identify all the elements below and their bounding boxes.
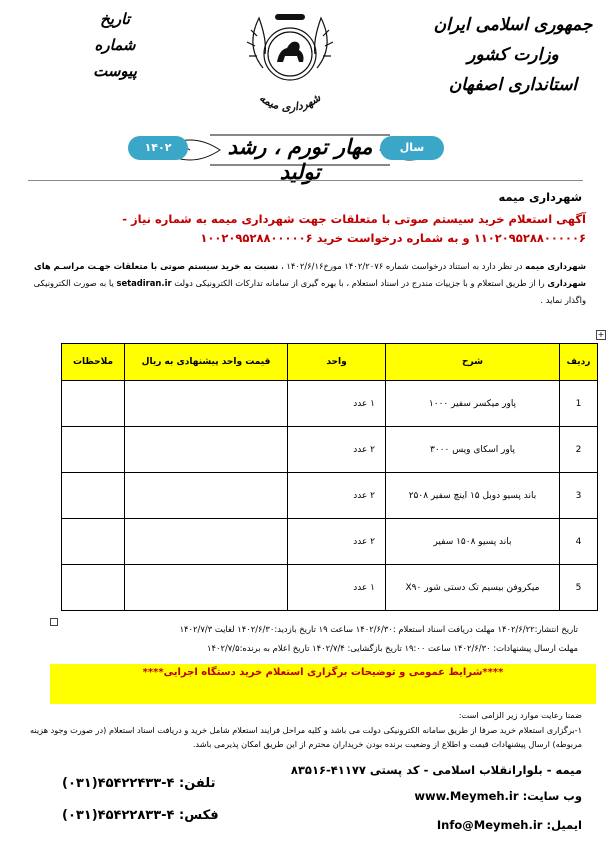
table-move-handle[interactable]: + bbox=[597, 330, 605, 339]
fax-row bbox=[62, 808, 219, 823]
row-number: 2 bbox=[560, 427, 598, 473]
row-notes-cell[interactable] bbox=[62, 565, 125, 611]
dates-line-1: تاریخ انتشار:۱۴۰۲/۶/۲۲ مهلت دریافت اسناد استعلام :۱۴۰۲/۶/۳۰ ساعت ۱۹ تاریخ بازدید:۱۴۰۲/۶/۳۰ لغایت ۱۴۰۲/۷/۳ bbox=[179, 624, 578, 634]
row-number: 4 bbox=[560, 519, 598, 565]
fax-number: (۰۳۱)۴۵۴۲۲۸۳۳-۴ bbox=[62, 808, 175, 823]
body-purchase: نسبت به خرید سیستم صوتی با متعلقات جهـت مراسـم های شهرداری bbox=[34, 261, 586, 288]
address: میمه - بلوارانقلاب اسلامی - کد پستی ۴۱۱۷۷-۸۳۵۱۶ bbox=[290, 763, 582, 777]
row-description: پاور میکسر سفیر ۱۰۰۰ bbox=[386, 381, 560, 427]
fax-label: فکس: bbox=[179, 808, 219, 823]
motto: مهار تورم ، رشد تولید bbox=[227, 134, 373, 184]
announcement-body bbox=[22, 258, 586, 309]
body-part-1: در نظر دارد به استناد درخواست شماره ۱۴۰۲/۲۰۷۶ مورخ۱۴۰۲/۶/۱۶ ، bbox=[278, 261, 526, 271]
number-label: شماره bbox=[94, 36, 136, 54]
website-row bbox=[414, 789, 582, 803]
attachment-label: پیوست bbox=[93, 62, 137, 80]
table-row bbox=[62, 565, 598, 611]
body-part-2: را از طریق استعلام و با جزییات مندرج در اسناد استعلام ، با بهره گیری از سامانه تدارکات الکترونیکی دولت bbox=[171, 278, 548, 288]
row-description: میکروفن بیسیم تک دستی شور X۹۰ bbox=[386, 565, 560, 611]
table-row bbox=[62, 427, 598, 473]
logo-text: شهرداری میمه bbox=[256, 91, 324, 114]
notes-item-1: ۱-برگزاری استعلام خرید صرفا از طریق سامانه الکترونیکی دولت می باشد و کلیه مراحل فرایند استعلام شامل خرید و دریافت اسناد استعلام (در صورت وجود هزینه مربوطه) ارسال پیشنهادات قیمت و اطلاع از وضعیت برنده بودن خریداران محترم از این طریق امکان پذیرمی باشد. bbox=[30, 724, 582, 749]
row-price-cell[interactable] bbox=[125, 565, 288, 611]
announcement-title: آگهی استعلام خرید سیستم صوتی با متعلقات جهت شهرداری میمه به شماره نیاز - ۱۱۰۲۰۹۵۲۸۸۰۰۰۰۰۶ و به شماره درخواست خرید ۱۰۰۲۰۹۵۲۸۸۰۰۰۰۰۶ bbox=[122, 212, 586, 245]
row-unit: ۱ عدد bbox=[288, 565, 386, 611]
col-description: شرح bbox=[386, 344, 560, 381]
header-province: استانداری اصفهان bbox=[448, 75, 578, 95]
row-notes-cell[interactable] bbox=[62, 473, 125, 519]
table-row bbox=[62, 381, 598, 427]
row-description: باند پسیو ۱۵۰۸ سفیر bbox=[386, 519, 560, 565]
table-header-row bbox=[62, 344, 598, 381]
header-ministry: وزارت کشور bbox=[467, 45, 559, 65]
row-unit: ۲ عدد bbox=[288, 519, 386, 565]
col-row-no: ردیف bbox=[560, 344, 598, 381]
row-price-cell[interactable] bbox=[125, 519, 288, 565]
notes-block bbox=[12, 708, 582, 752]
table-row bbox=[62, 473, 598, 519]
svg-text:شهرداری میمه bbox=[257, 91, 324, 114]
header-meta-labels bbox=[70, 6, 160, 84]
year-label: سال bbox=[399, 141, 425, 154]
header-separator bbox=[28, 180, 583, 181]
notes-intro: ضمنا رعایت موارد زیر الزامی است: bbox=[458, 710, 582, 720]
phone-row bbox=[62, 776, 215, 791]
row-number: 3 bbox=[560, 473, 598, 519]
email-row bbox=[437, 818, 582, 832]
year-label-pill bbox=[380, 136, 444, 160]
row-price-cell[interactable] bbox=[125, 473, 288, 519]
row-price-cell[interactable] bbox=[125, 381, 288, 427]
website-link[interactable]: www.Meymeh.ir bbox=[414, 789, 519, 803]
row-price-cell[interactable] bbox=[125, 427, 288, 473]
year-value: ۱۴۰۲ bbox=[144, 141, 172, 154]
dates-line-2: مهلت ارسال پیشنهادات: ۱۴۰۲/۶/۳۰ ساعت ۱۹:۰۰ تاریخ بازگشایی: ۱۴۰۲/۷/۴ تاریخ اعلام به برنده:۱۴۰۲/۷/۵ bbox=[206, 643, 578, 653]
municipality-heading: شهرداری میمه bbox=[498, 190, 582, 204]
phone-label: تلفن: bbox=[179, 776, 216, 791]
setadiran-link: setadiran.ir bbox=[116, 278, 172, 288]
row-unit: ۲ عدد bbox=[288, 473, 386, 519]
col-unit: واحد bbox=[288, 344, 386, 381]
header-country: جمهوری اسلامی ایران bbox=[433, 15, 593, 35]
row-number: 1 bbox=[560, 381, 598, 427]
conditions-title: ****شرایط عمومی و توضیحات برگزاری استعلام خرید دستگاه اجرایی**** bbox=[142, 667, 504, 678]
col-notes: ملاحظات bbox=[62, 344, 125, 381]
body-subject: شهرداری میمه bbox=[525, 261, 586, 271]
website-label: وب سایت: bbox=[522, 789, 582, 803]
row-number: 5 bbox=[560, 565, 598, 611]
col-unit-price: قیمت واحد پیشنهادی به ریال bbox=[125, 344, 288, 381]
row-description: پاور اسکای ویس ۳۰۰۰ bbox=[386, 427, 560, 473]
email-label: ایمیل: bbox=[546, 818, 582, 832]
row-unit: ۱ عدد bbox=[288, 381, 386, 427]
row-notes-cell[interactable] bbox=[62, 381, 125, 427]
row-notes-cell[interactable] bbox=[62, 519, 125, 565]
table-row bbox=[62, 519, 598, 565]
row-notes-cell[interactable] bbox=[62, 427, 125, 473]
body-part-3: یا به صورت الکترونیکی واگذار نماید . bbox=[33, 278, 586, 305]
row-description: باند پسیو دوبل ۱۵ اینچ سفیر ۲۵۰۸ bbox=[386, 473, 560, 519]
phone-number: (۰۳۱)۴۵۴۲۲۴۳۳-۴ bbox=[62, 776, 175, 791]
header-org-lines bbox=[428, 10, 598, 100]
year-pill bbox=[128, 136, 188, 160]
email-link[interactable]: Info@Meymeh.ir bbox=[436, 818, 543, 832]
date-label: تاریخ bbox=[100, 10, 130, 28]
items-table bbox=[61, 343, 598, 611]
row-unit: ۲ عدد bbox=[288, 427, 386, 473]
municipality-logo bbox=[225, 6, 355, 124]
